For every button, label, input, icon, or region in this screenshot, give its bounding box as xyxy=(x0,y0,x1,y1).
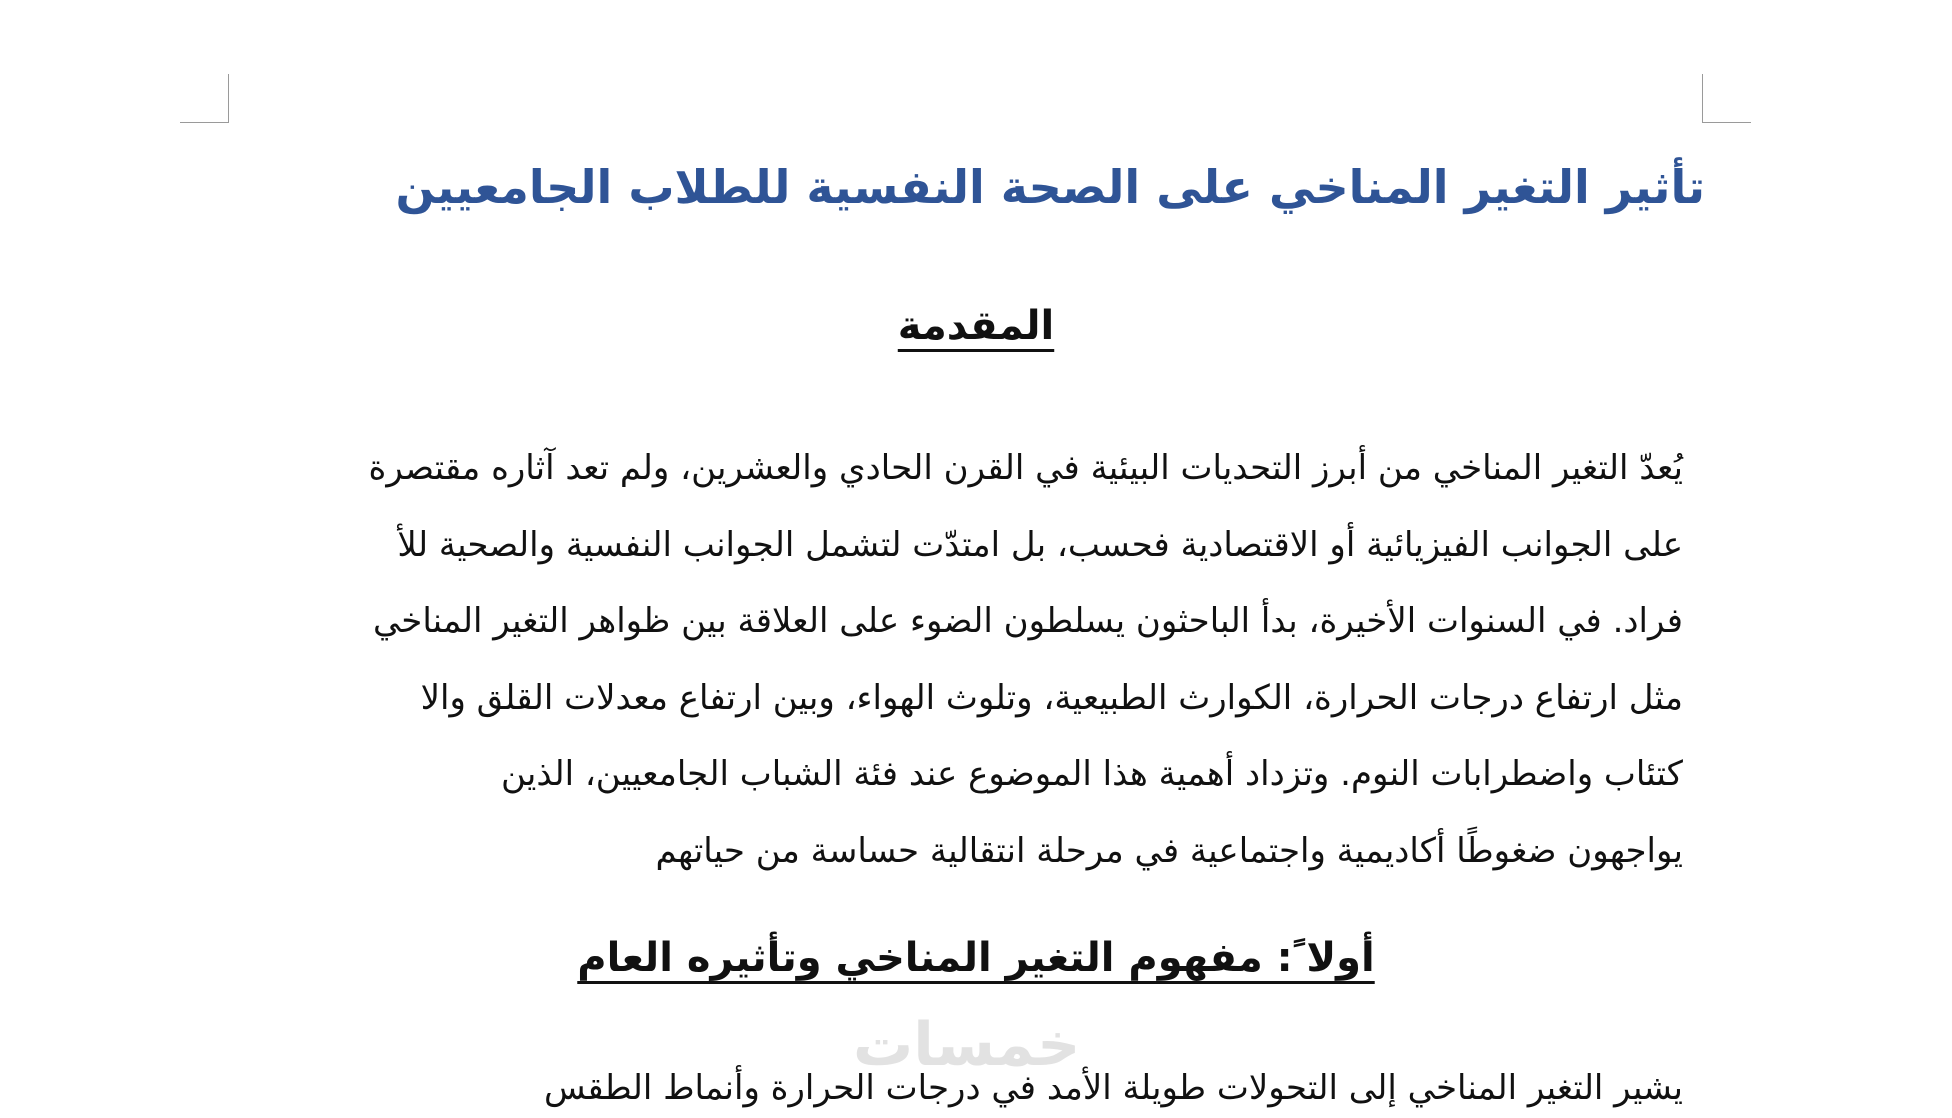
intro-line-5: كتئاب واضطرابات النوم. وتزداد أهمية هذا الموضوع عند فئة الشباب الجامعيين، الذين xyxy=(501,754,1683,794)
section1-heading-block xyxy=(0,928,1952,988)
intro-line-3: فراد. في السنوات الأخيرة، بدأ الباحثون يسلطون الضوء على العلاقة بين ظواهر التغير المناخي xyxy=(372,601,1683,641)
crop-mark-top-right xyxy=(1702,74,1751,123)
intro-line-6: يواجهون ضغوطًا أكاديمية واجتماعية في مرحلة انتقالية حساسة من حياتهم xyxy=(655,830,1683,871)
section1-heading: أولا ً: مفهوم التغير المناخي وتأثيره العام xyxy=(577,935,1375,981)
intro-line-4: مثل ارتفاع درجات الحرارة، الكوارث الطبيعية، وتلوث الهواء، وبين ارتفاع معدلات القلق والا xyxy=(420,677,1683,718)
intro-paragraph xyxy=(223,430,1683,889)
intro-heading: المقدمة xyxy=(897,303,1055,349)
intro-line-1: يُعدّ التغير المناخي من أبرز التحديات البيئية في القرن الحادي والعشرين، ولم تعد آثاره مقتصرة xyxy=(368,448,1683,488)
intro-line-2: على الجوانب الفيزيائية أو الاقتصادية فحسب، بل امتدّت لتشمل الجوانب النفسية والصحية للأ xyxy=(397,524,1683,565)
section1-first-line: يشير التغير المناخي إلى التحولات طويلة الأمد في درجات الحرارة وأنماط الطقس xyxy=(544,1068,1683,1108)
document-title: تأثير التغير المناخي على الصحة النفسية للطلاب الجامعيين xyxy=(395,160,1705,214)
crop-mark-top-left xyxy=(180,74,229,123)
watermark-logo: خمسات xyxy=(853,1010,1081,1080)
intro-heading-block xyxy=(0,296,1952,356)
